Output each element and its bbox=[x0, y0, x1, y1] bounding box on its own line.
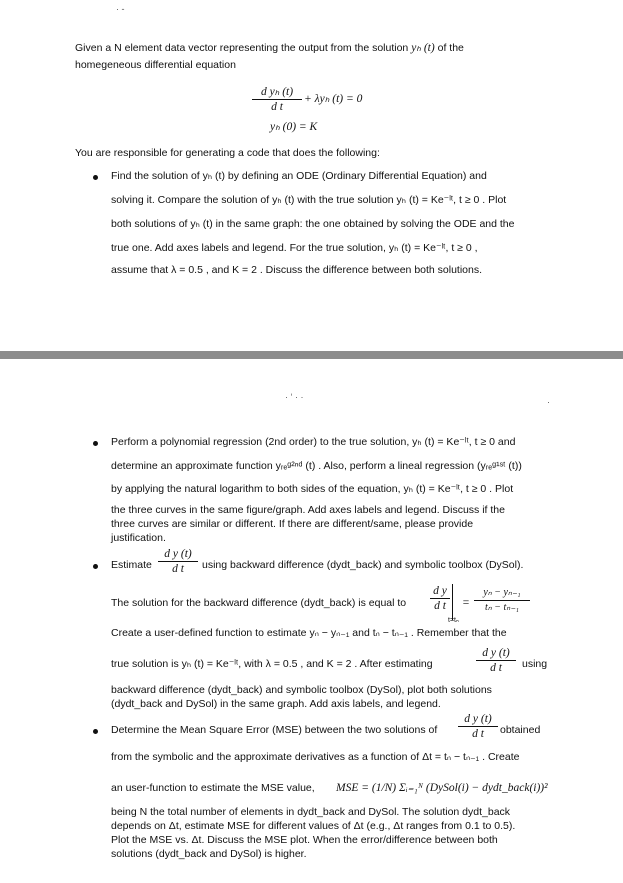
b1-line-4: true one. Add axes labels and legend. For the true solution, yₕ (t) = Ke⁻ˡᵗ, t ≥ 0 , bbox=[111, 242, 478, 254]
b2-line-5: three curves are similar or different. If there are different/same, please provide bbox=[111, 518, 474, 530]
page: · ‐ · ‘ · · · Given a N element data vector representing the output from the solution yₕ (t) of the homegeneous differential equation d yₕ (t) d t + λyₕ (t) = 0 yₕ (0) = K You are responsible for generating a code that does the following: Find the solution of yₕ (t) by defining an ODE (Ordinary Differential Equation) and solving it. Compare the solution of yₕ (t) with the true solution yₕ (t) = Ke⁻ˡᵗ, t ≥ 0 . Plot both solutions of yₕ (t) in the same graph: the one obtained by solving the ODE and the true one. Add axes labels and legend. For the true solution, yₕ (t) = Ke⁻ˡᵗ, t ≥ 0 , assume that λ = 0.5 , and K = 2 . Discuss the difference between both solutions. Perform a polynomial regression (2nd order) to the true solution, yₕ (t) = Ke⁻ˡᵗ, t ≥ 0 and determine an approximate function yᵣₑᵍ²ⁿᵈ (t) . Also, perform a lineal regression (yᵣₑᵍ¹ˢᵗ (t)) by applying the natural logarithm to both sides of the equation, yₕ (t) = Ke⁻ˡᵗ, t ≥ 0 . Plot the three curves in the same figure/graph. Add axes labels and legend. Discuss if the three curves are similar or different. If there are different/same, please provide justification. Estimate d y (t) d t using backward difference (dydt_back) and symbolic toolbox (DySol). The solution for the backward difference (dydt_back) is equal to d y d t t=tₙ = yₙ − yₙ₋₁ tₙ − tₙ₋₁ Create a user-defined function to estimate yₙ − yₙ₋₁ and tₙ − tₙ₋₁ . Remember that the true solution is yₕ (t) = Ke⁻ˡᵗ, with λ = 0.5 , and K = 2 . After estimating d y (t) d t using backward difference (dydt_back) and symbolic toolbox (DySol), plot both solutions (dydt_back and DySol) in the same graph. Add axis labels, and legend. Determine the Mean Square Error (MSE) between the two solutions of d y (t) d t obtained from the symbolic and the approximate derivatives as a function of Δt = tₙ − tₙ₋₁ . Create an user-function to estimate the MSE value, MSE = (1/N) Σᵢ₌₁ᴺ (DySol(i) − dydt_back(i))² being N the total number of elements in dydt_back and DySol. The solution dydt_back depends on Δt, estimate MSE for different values of Δt (e.g., Δt ranges from 0.1 to 0.5). Plot the MSE vs. Δt. Discuss the MSE plot. When the error/difference between both solutions (dydt_back and DySol) is higher. bbox=[0, 0, 623, 883]
b3-bd-frac: d y d t bbox=[430, 585, 450, 612]
b4-derivative-frac: d y (t) d t bbox=[458, 713, 498, 740]
intro-line-1: Given a N element data vector representing the output from the solution yₕ (t) of the bbox=[75, 42, 464, 54]
b4-line-6: Plot the MSE vs. Δt. Discuss the MSE plot. When the error/difference between both bbox=[111, 834, 498, 846]
b3-bd-rhs: yₙ − yₙ₋₁ tₙ − tₙ₋₁ bbox=[474, 587, 530, 614]
b4-mse-formula: MSE = (1/N) Σᵢ₌₁ᴺ (DySol(i) − dydt_back(i))² bbox=[336, 782, 548, 794]
b3-eval-at: t=tₙ bbox=[448, 617, 459, 624]
b4-line-4: being N the total number of elements in dydt_back and DySol. The solution dydt_back bbox=[111, 806, 511, 818]
b3-equals: = bbox=[462, 597, 470, 609]
page-divider bbox=[0, 351, 623, 359]
b4-line-3: an user-function to estimate the MSE value, bbox=[111, 782, 315, 794]
intro-line-2: homegeneous differential equation bbox=[75, 59, 236, 71]
ode-initial-condition: yₕ (0) = K bbox=[270, 121, 318, 133]
b4-line-1: Determine the Mean Square Error (MSE) between the two solutions of bbox=[111, 724, 438, 736]
bullet-3 bbox=[93, 564, 98, 569]
b4-line-5: depends on Δt, estimate MSE for different values of Δt (e.g., Δt ranges from 0.1 to 0.5). bbox=[111, 820, 516, 832]
b3-line-create: Create a user-defined function to estimate yₙ − yₙ₋₁ and tₙ − tₙ₋₁ . Remember that the bbox=[111, 627, 507, 639]
b2-line-1: Perform a polynomial regression (2nd order) to the true solution, yₕ (t) = Ke⁻ˡᵗ, t ≥ 0 and bbox=[111, 436, 516, 448]
b2-line-6: justification. bbox=[111, 532, 166, 544]
b4-obtained: obtained bbox=[500, 724, 541, 736]
b1-line-3: both solutions of yₕ (t) in the same graph: the one obtained by solving the ODE and the bbox=[111, 218, 515, 230]
b2-line-3: by applying the natural logarithm to both sides of the equation, yₕ (t) = Ke⁻ˡᵗ, t ≥ 0 . Plot bbox=[111, 483, 514, 495]
b3-after-frac: using backward difference (dydt_back) and symbolic toolbox (DySol). bbox=[202, 559, 524, 571]
b4-line-2: from the symbolic and the approximate derivatives as a function of Δt = tₙ − tₙ₋₁ . Create bbox=[111, 751, 520, 763]
b3-true-frac: d y (t) d t bbox=[476, 647, 516, 674]
b3-derivative-frac: d y (t) d t bbox=[158, 548, 198, 575]
bullet-1 bbox=[93, 175, 98, 180]
b1-line-5: assume that λ = 0.5 , and K = 2 . Discuss the difference between both solutions. bbox=[111, 264, 483, 276]
task-intro: You are responsible for generating a code that does the following: bbox=[75, 147, 380, 159]
b3-estimate: Estimate bbox=[111, 559, 152, 571]
bullet-2 bbox=[93, 441, 98, 446]
b3-line-back-1: backward difference (dydt_back) and symbolic toolbox (DySol), plot both solutions bbox=[111, 684, 492, 696]
ode-derivative: d yₕ (t) d t bbox=[252, 86, 302, 113]
b4-line-7: solutions (dydt_back and DySol) is higher. bbox=[111, 848, 307, 860]
b1-line-2: solving it. Compare the solution of yₕ (t) with the true solution yₕ (t) = Ke⁻ˡᵗ, t ≥ 0 . Plot bbox=[111, 194, 507, 206]
b3-bd-text: The solution for the backward difference (dydt_back) is equal to bbox=[111, 597, 407, 609]
b3-line-true: true solution is yₕ (t) = Ke⁻ˡᵗ, with λ = 0.5 , and K = 2 . After estimating bbox=[111, 658, 433, 670]
b3-line-back-2: (dydt_back and DySol) in the same graph. Add axis labels, and legend. bbox=[111, 698, 441, 710]
bullet-4 bbox=[93, 729, 98, 734]
b2-line-4: the three curves in the same figure/graph. Add axes labels and legend. Discuss if the bbox=[111, 504, 505, 516]
b2-line-2: determine an approximate function yᵣₑᵍ²ⁿᵈ (t) . Also, perform a lineal regression (yᵣₑᵍ¹ˢᵗ (t)) bbox=[111, 460, 522, 472]
b1-line-1: Find the solution of yₕ (t) by defining an ODE (Ordinary Differential Equation) and bbox=[111, 170, 487, 182]
ode-rest: + λyₕ (t) = 0 bbox=[304, 93, 363, 105]
b3-using: using bbox=[522, 658, 548, 670]
